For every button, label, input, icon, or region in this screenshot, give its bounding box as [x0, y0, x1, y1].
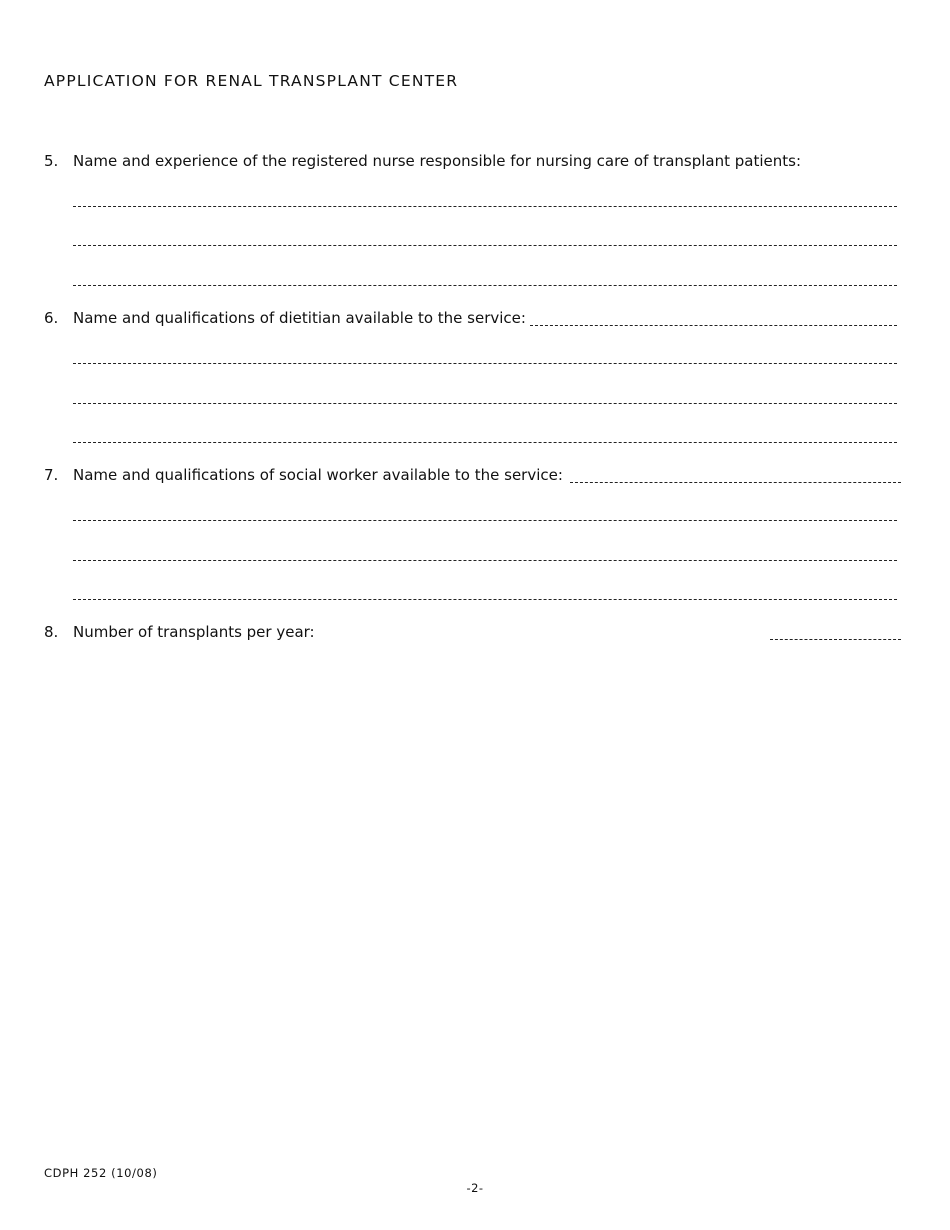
question-number: 6.	[44, 309, 59, 327]
page-number: -2-	[466, 1181, 484, 1195]
document-title: APPLICATION FOR RENAL TRANSPLANT CENTER	[44, 72, 459, 90]
question-number: 5.	[44, 152, 59, 170]
answer-line[interactable]	[73, 599, 897, 600]
answer-line[interactable]	[73, 442, 897, 443]
answer-line[interactable]	[73, 403, 897, 404]
question-text: Name and experience of the registered nurse responsible for nursing care of transplant patients:	[73, 152, 802, 170]
answer-line[interactable]	[73, 520, 897, 521]
answer-line[interactable]	[73, 245, 897, 246]
question-number: 7.	[44, 466, 59, 484]
answer-line[interactable]	[73, 560, 897, 561]
question-text: Name and qualifications of social worker available to the service:	[73, 466, 563, 484]
answer-line-inline[interactable]	[770, 639, 901, 640]
question-number: 8.	[44, 623, 59, 641]
question-text: Name and qualifications of dietitian available to the service:	[73, 309, 526, 327]
answer-line[interactable]	[73, 285, 897, 286]
form-identifier: CDPH 252 (10/08)	[44, 1166, 158, 1180]
question-text: Number of transplants per year:	[73, 623, 315, 641]
answer-line[interactable]	[73, 206, 897, 207]
answer-line-inline[interactable]	[570, 482, 901, 483]
answer-line-inline[interactable]	[530, 325, 897, 326]
answer-line[interactable]	[73, 363, 897, 364]
